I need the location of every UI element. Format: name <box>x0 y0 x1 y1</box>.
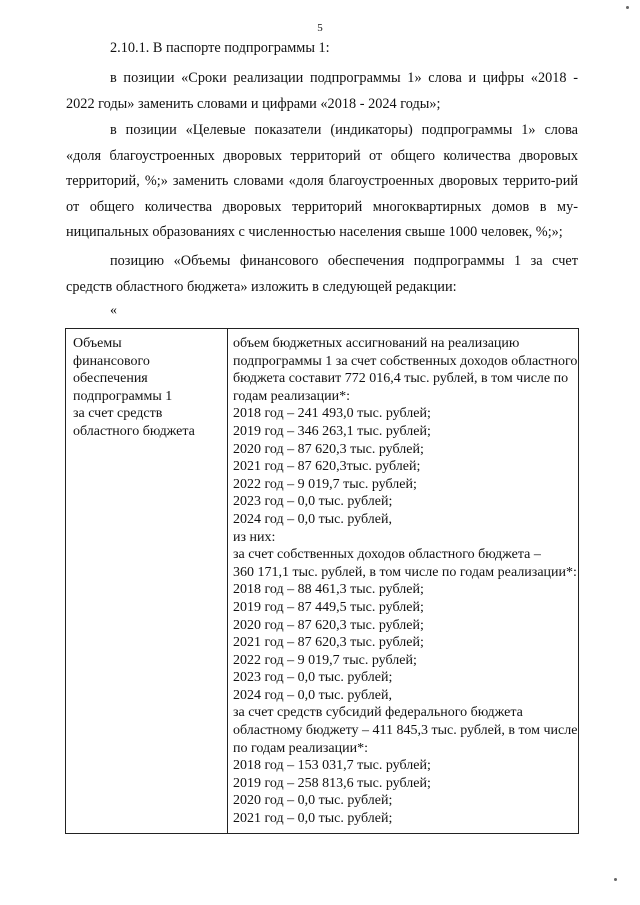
table-right-line: за счет средств субсидий федерального бюджета <box>233 705 523 721</box>
scan-speck-top <box>626 6 629 9</box>
table-left-line: финансового <box>73 353 150 369</box>
table-right-line: 2019 год – 258 813,6 тыс. рублей; <box>233 775 431 791</box>
table-right-line: 2019 год – 346 263,1 тыс. рублей; <box>233 423 431 439</box>
table-right-line: подпрограммы 1 за счет собственных доходов областного <box>233 353 578 369</box>
table-right-line: 360 171,1 тыс. рублей, в том числе по годам реализации*: <box>233 564 577 580</box>
table-right-line: областному бюджету – 411 845,3 тыс. рублей, в том числе <box>233 723 578 739</box>
table-right-line: 2020 год – 87 620,3 тыс. рублей; <box>233 441 424 457</box>
opening-quote-mark: « <box>110 303 117 318</box>
table-right-line: 2018 год – 241 493,0 тыс. рублей; <box>233 406 431 422</box>
paragraph-section-heading: 2.10.1. В паспорте подпрограммы 1: <box>110 40 330 56</box>
table-right-line: 2022 год – 9 019,7 тыс. рублей; <box>233 652 417 668</box>
table-right-line: 2023 год – 0,0 тыс. рублей; <box>233 494 393 510</box>
table-left-line: за счет средств <box>73 406 163 422</box>
table-right-line: объем бюджетных ассигнований на реализацию <box>233 336 520 351</box>
page-number: 5 <box>317 22 323 34</box>
table-right-line: 2021 год – 87 620,3тыс. рублей; <box>233 459 421 475</box>
table-left-line: Объемы <box>73 336 122 351</box>
table-right-line: из них: <box>233 529 276 545</box>
table-right-line: по годам реализации*: <box>233 740 368 756</box>
table-right-line: за счет собственных доходов областного бюджета – <box>233 547 541 563</box>
scan-speck-bottom <box>614 878 617 881</box>
table-right-line: 2024 год – 0,0 тыс. рублей, <box>233 687 392 703</box>
table-right-line: 2019 год – 87 449,5 тыс. рублей; <box>233 599 424 615</box>
table-left-line: областного бюджета <box>73 423 195 439</box>
table-right-line: 2018 год – 153 031,7 тыс. рублей; <box>233 758 431 774</box>
paragraph-indicators-amendment: в позиции «Целевые показатели (индикаторы) подпрограммы 1» слова «доля благоустроенных дворовых территорий от общего количества дворовых территорий, %;» заменить словами «доля благоустроенных дворовых террито-рий от общего количества дворовых территорий многоквартирных домов в му-ниципальных образованиях с численностью населения свыше 1000 человек, %;»; <box>66 122 578 240</box>
table-right-line: 2024 год – 0,0 тыс. рублей, <box>233 511 392 527</box>
table-right-line: 2018 год – 88 461,3 тыс. рублей; <box>233 582 424 598</box>
paragraph-terms-amendment: в позиции «Сроки реализации подпрограммы 1» слова и цифры «2018 - 2022 годы» заменить словами и цифрами «2018 - 2024 годы»; <box>66 70 578 112</box>
table-right-line: 2022 год – 9 019,7 тыс. рублей; <box>233 476 417 492</box>
table-left-line: обеспечения <box>73 371 148 387</box>
table-right-line: годам реализации*: <box>233 388 350 404</box>
paragraph-funding-amendment: позицию «Объемы финансового обеспечения подпрограммы 1 за счет средств областного бюджета» изложить в следующей редакции: <box>66 253 578 295</box>
table-right-line: 2020 год – 0,0 тыс. рублей; <box>233 793 393 809</box>
table-right-line: 2020 год – 87 620,3 тыс. рублей; <box>233 617 424 633</box>
table-left-line: подпрограммы 1 <box>73 388 173 404</box>
table-right-line: 2023 год – 0,0 тыс. рублей; <box>233 670 393 686</box>
table-left-cell <box>73 335 223 441</box>
table-right-line: 2021 год – 0,0 тыс. рублей; <box>233 811 393 827</box>
table-right-line: бюджета составит 772 016,4 тыс. рублей, в том числе по <box>233 371 569 387</box>
table-column-divider <box>227 328 228 834</box>
table-right-line: 2021 год – 87 620,3 тыс. рублей; <box>233 635 424 651</box>
table-right-cell <box>233 335 579 828</box>
